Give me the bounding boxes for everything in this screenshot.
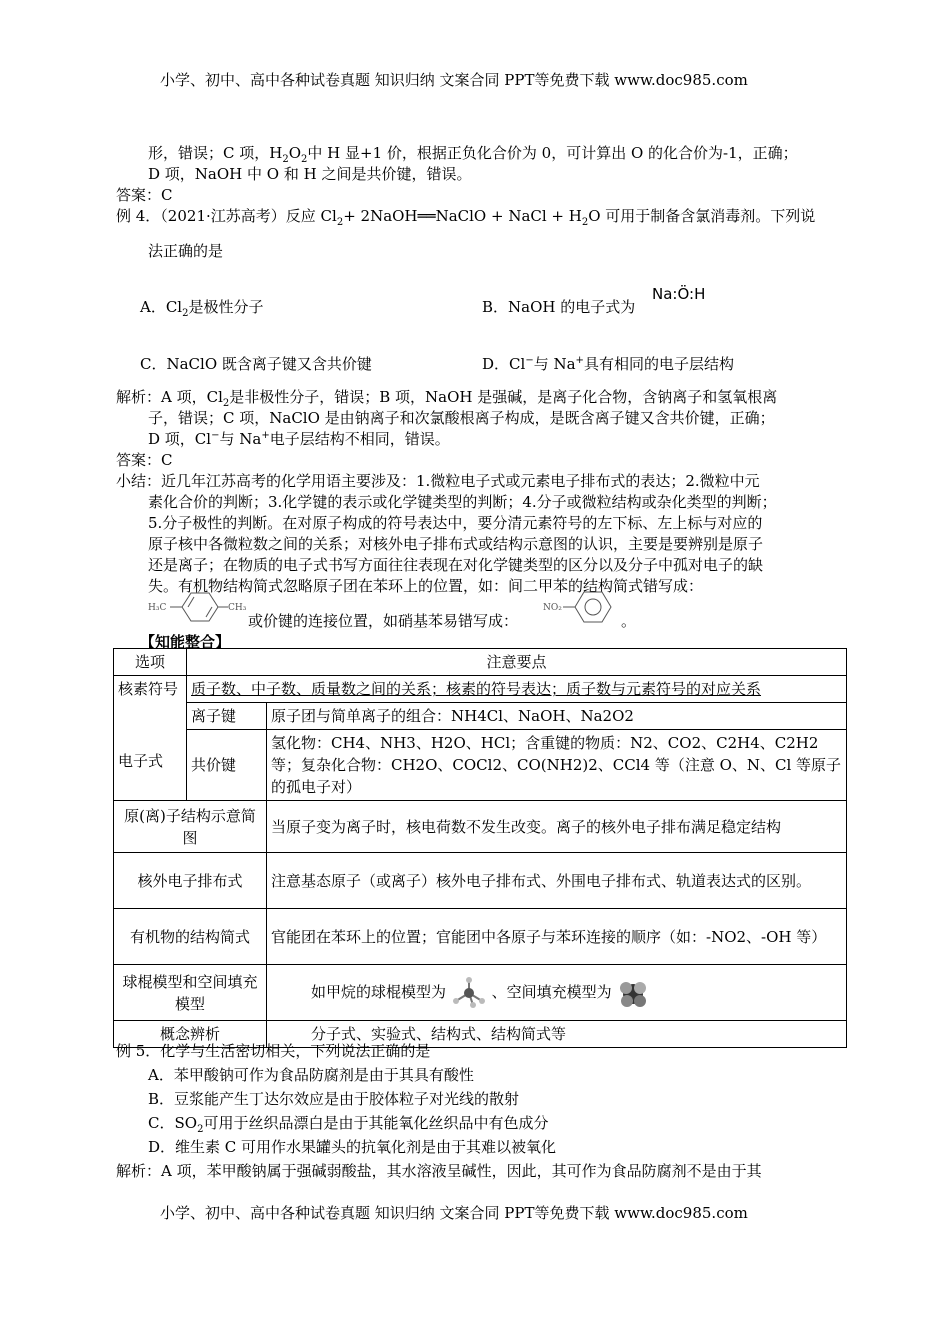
prev-text: 形，错误；C 项，H — [148, 144, 283, 162]
table-row — [114, 801, 847, 853]
table-cell: 原子团与简单离子的组合：NH4Cl、NaOH、Na2O2 — [267, 703, 847, 730]
option-d — [482, 354, 734, 374]
superscript: + — [261, 430, 270, 441]
option-text: C．SO — [148, 1114, 198, 1132]
ex4-analysis-3 — [148, 429, 450, 449]
summary-line-6: 失。有机物结构简式忽略原子团在苯环上的位置，如：间二甲苯的结构简式错写成： — [148, 577, 704, 595]
methane-ball-stick-model — [451, 977, 487, 1009]
table-header-row — [114, 649, 847, 676]
prev-text: 中 H 显+1 价，根据正负化合价为 0，可计算出 O 的化合价为-1，正确； — [307, 144, 798, 162]
subscript: 2 — [336, 217, 344, 228]
example-5-analysis: 解析：A 项，苯甲酸钠属于强碱弱酸盐，其水溶液呈碱性，因此，其可作为食品防腐剂不是由于其 — [116, 1162, 762, 1180]
subscript: 2 — [197, 1124, 204, 1135]
cell-text: 核素符号 — [118, 680, 179, 698]
ex4-analysis-2: 子，错误；C 项，NaClO 是由钠离子和次氯酸根离子构成，是既含离子键又含共价键，正确； — [148, 409, 775, 427]
summary-line-4: 原子核中各微粒数之间的关系；对核外电子排布式或结构示意图的认识，主要是要辨别是原子 — [148, 535, 764, 553]
option-c: C．NaClO 既含离子键又含共价键 — [140, 355, 372, 373]
option-text: 是极性分子 — [188, 298, 264, 316]
cell-text: 如甲烷的球棍模型为 — [311, 982, 447, 1001]
prev-text: O — [288, 144, 302, 162]
summary-line-1: 小结：近几年江苏高考的化学用语主要涉及：1.微粒电子式或元素电子排布式的表达；2.微粒中元 — [116, 472, 760, 490]
subscript: 2 — [282, 154, 289, 165]
analysis-text: 电子层结构不相同，错误。 — [269, 430, 450, 448]
nitrobenzene-structure-image — [543, 586, 619, 626]
methane-space-filling-model — [616, 977, 650, 1009]
ex4-answer: 答案：C — [116, 451, 173, 469]
example-5-option-c — [148, 1113, 548, 1133]
page-footer: 小学、初中、高中各种试卷真题 知识归纳 文案合同 PPT等免费下载 www.doc985.com — [160, 1204, 748, 1222]
table-header-cell: 注意要点 — [187, 649, 847, 676]
summary-line-3: 5.分子极性的判断。在对原子构成的符号表达中，要分清元素符号的左下标、左上标与对应的 — [148, 514, 763, 532]
page-header: 小学、初中、高中各种试卷真题 知识归纳 文案合同 PPT等免费下载 www.doc985.com — [160, 71, 748, 89]
superscript: − — [211, 430, 220, 441]
prev-line-2: D 项，NaOH 中 O 和 H 之间是共价键，错误。 — [148, 165, 472, 183]
analysis-text: 解析：A 项，Cl — [116, 388, 223, 406]
table-row — [114, 703, 847, 730]
example-5-option-b: B．豆浆能产生丁达尔效应是由于胶体粒子对光线的散射 — [148, 1090, 520, 1108]
superscript: + — [575, 355, 584, 366]
example-4-stem-2: 法正确的是 — [148, 242, 224, 260]
table-row — [114, 965, 847, 1021]
naoh-electron-formula: Na:Ö:H — [652, 285, 706, 303]
summary-line-7b: 。 — [621, 612, 637, 630]
table-cell: 官能团在苯环上的位置；官能团中各原子与苯环连接的顺序（如：-NO2、-OH 等） — [267, 909, 847, 965]
cell-text: 电子式 — [118, 752, 164, 770]
example-5-option-a: A．苯甲酸钠可作为食品防腐剂是由于其具有酸性 — [148, 1066, 474, 1084]
table-row — [114, 853, 847, 909]
section-title: 【知能整合】 — [140, 633, 231, 651]
table-cell: 注意基态原子（或离子）核外电子排布式、外围电子排布式、轨道表达式的区别。 — [267, 853, 847, 909]
analysis-text: 是非极性分子，错误；B 项，NaOH 是强碱，是离子化合物，含钠离子和氢氧根离 — [229, 388, 778, 406]
example-5-option-d: D．维生素 C 可用作水果罐头的抗氧化剂是由于其难以被氧化 — [148, 1138, 557, 1156]
table-cell — [114, 676, 187, 801]
table-cell — [267, 965, 847, 1021]
analysis-text: 与 Na — [219, 430, 262, 448]
option-text: 可用于丝织品漂白是由于其能氧化丝织品中有色成分 — [203, 1114, 549, 1132]
subscript: 2 — [222, 398, 230, 409]
table-cell: 概念辨析 — [114, 1021, 267, 1048]
table-cell: 当原子变为离子时，核电荷数不发生改变。离子的核外电子排布满足稳定结构 — [267, 801, 847, 853]
subscript: 2 — [301, 154, 308, 165]
table-cell: 有机物的结构简式 — [114, 909, 267, 965]
table-cell: 离子键 — [187, 703, 267, 730]
stem-text: O 可用于制备含氯消毒剂。下列说 — [588, 207, 816, 225]
option-text: A．Cl — [140, 298, 183, 316]
summary-line-2: 素化合价的判断；3.化学键的表示或化学键类型的判断；4.分子或微粒结构或杂化类型的判断； — [148, 493, 777, 511]
cell-text: 、空间填充模型为 — [491, 982, 612, 1001]
table-row — [114, 909, 847, 965]
example-4-stem — [116, 206, 815, 226]
xylene-right-group: CH₃ — [228, 603, 247, 613]
table-row — [114, 730, 847, 801]
option-text: B．NaOH 的电子式为 — [482, 298, 636, 316]
option-a — [140, 297, 264, 317]
subscript: 2 — [182, 308, 189, 319]
prev-line-1 — [148, 143, 798, 163]
xylene-structure-image — [148, 586, 248, 626]
cell-text: 分子式、实验式、结构式、结构简式等 — [311, 1025, 567, 1043]
stem-text: + 2NaOH══NaClO + NaCl + H — [343, 207, 582, 225]
table-cell: 原(离)子结构示意简图 — [114, 801, 267, 853]
ex4-analysis-1 — [116, 387, 777, 407]
option-b — [482, 297, 635, 317]
option-text: 与 Na — [533, 355, 576, 373]
nitro-group: NO₂ — [543, 603, 562, 613]
analysis-text: D 项，Cl — [148, 430, 212, 448]
knowledge-table — [113, 648, 847, 1048]
table-cell: 质子数、中子数、质量数之间的关系；核素的符号表达；质子数与元素符号的对应关系 — [187, 676, 847, 703]
table-header-cell: 选项 — [114, 649, 187, 676]
option-text: 具有相同的电子层结构 — [583, 355, 734, 373]
table-cell: 氢化物：CH4、NH3、H2O、HCl；含重键的物质：N2、CO2、C2H4、C2H2等；复杂化合物：CH2O、COCl2、CO(NH2)2、CCl4 等（注意 O、N、Cl 等原子的孤电子对） — [267, 730, 847, 801]
subscript: 2 — [581, 217, 589, 228]
table-cell: 核外电子排布式 — [114, 853, 267, 909]
table-row — [114, 676, 847, 703]
option-text: D．Cl — [482, 355, 526, 373]
prev-answer: 答案：C — [116, 186, 173, 204]
summary-line-5: 还是离子；在物质的电子式书写方面往往表现在对化学键类型的区分以及分子中孤对电子的缺 — [148, 556, 764, 574]
xylene-left-group: H₃C — [148, 603, 167, 613]
table-cell: 共价键 — [187, 730, 267, 801]
summary-line-7a: 或价键的连接位置，如硝基苯易错写成： — [248, 612, 519, 630]
superscript: − — [525, 355, 534, 366]
stem-text: 例 4．（2021·江苏高考）反应 Cl — [116, 207, 337, 225]
example-5-stem: 例 5．化学与生活密切相关，下列说法正确的是 — [116, 1042, 431, 1060]
table-cell: 球棍模型和空间填充模型 — [114, 965, 267, 1021]
